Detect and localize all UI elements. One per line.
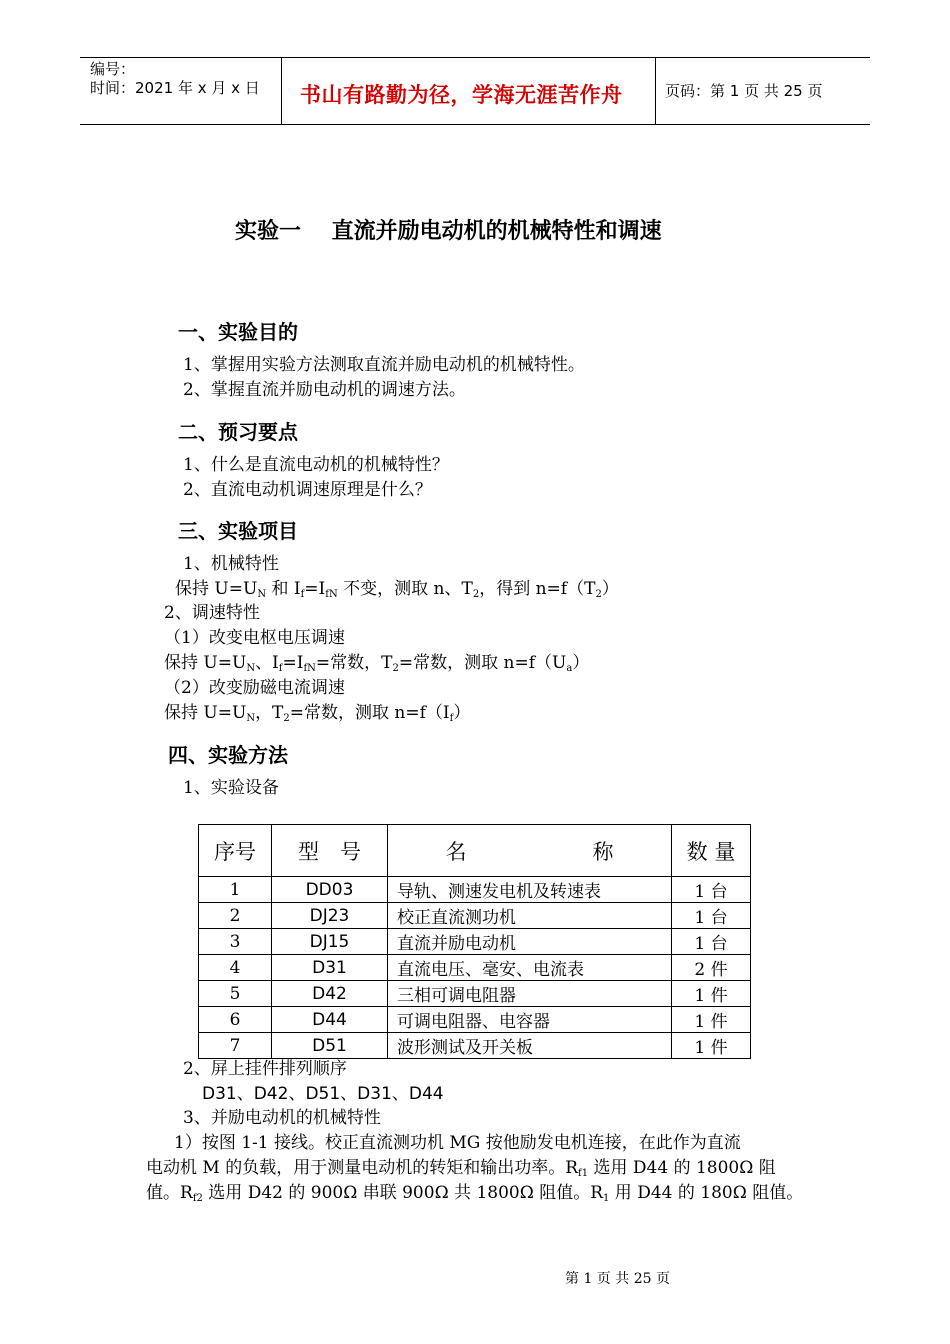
panel-order-line: D31、D42、D51、D31、D44 <box>202 1084 444 1104</box>
cell-quantity: 1 件 <box>672 981 751 1007</box>
doc-time-label: 时间：2021 年 x 月 x 日 <box>90 79 260 97</box>
cell-quantity: 2 件 <box>672 955 751 981</box>
section-heading: 三、实验项目 <box>178 519 298 543</box>
paragraph-line: 1）按图 1-1 接线。校正直流测功机 MG 按他励发电机连接，在此作为直流 <box>174 1133 741 1153</box>
cell-model: D44 <box>272 1007 388 1033</box>
cell-name: 直流电压、毫安、电流表 <box>388 955 672 981</box>
cell-quantity: 1 件 <box>672 1007 751 1033</box>
paragraph-line: 保持 $U=U_N$、$I_f=I_{fN}=$常数，$T_2=$常数，测取 $n=f(U_a)$ <box>164 653 590 674</box>
cell-name: 导轨、测速发电机及转速表 <box>388 877 672 903</box>
cell-model: DJ23 <box>272 903 388 929</box>
table-row <box>199 877 751 903</box>
section-heading: 一、实验目的 <box>178 320 298 344</box>
col-header-index: 序号 <box>199 825 272 877</box>
cell-index: 4 <box>199 955 272 981</box>
cell-quantity: 1 台 <box>672 903 751 929</box>
cell-name: 三相可调电阻器 <box>388 981 672 1007</box>
cell-model: DJ15 <box>272 929 388 955</box>
header-page-label: 页码：第 1 页 共 25 页 <box>665 82 823 100</box>
col-header-quantity: 数 量 <box>672 825 751 877</box>
equipment-table <box>198 824 751 1059</box>
table-row <box>199 981 751 1007</box>
paragraph-line: 保持 $U=U_N$ 和 $I_f=I_{fN}$ 不变，测取 n、$T_2$，得到 $n=f(T_2)$ <box>175 579 619 600</box>
list-item: 1、实验设备 <box>183 778 279 798</box>
table-header-row <box>199 825 751 877</box>
list-item: 1、掌握用实验方法测取直流并励电动机的机械特性。 <box>183 355 585 375</box>
table-row <box>199 1033 751 1059</box>
list-item: （1）改变电枢电压调速 <box>164 628 345 648</box>
cell-quantity: 1 台 <box>672 877 751 903</box>
cell-name: 校正直流测功机 <box>388 903 672 929</box>
header-motto: 书山有路勤为径，学海无涯苦作舟 <box>300 83 623 107</box>
page-footer: 第 1 页 共 25 页 <box>565 1271 670 1287</box>
cell-index: 3 <box>199 929 272 955</box>
table-row <box>199 929 751 955</box>
list-item: 2、调速特性 <box>164 603 260 623</box>
header-top-rule <box>80 57 870 58</box>
cell-name: 可调电阻器、电容器 <box>388 1007 672 1033</box>
paragraph-line: 保持 $U=U_N$，$T_2=$常数，测取 $n=f(I_f)$ <box>164 703 471 724</box>
document-title: 实验一 直流并励电动机的机械特性和调速 <box>235 219 662 244</box>
col-header-model: 型 号 <box>272 825 388 877</box>
header-divider-left <box>281 57 282 125</box>
cell-model: D42 <box>272 981 388 1007</box>
col-header-name: 名 称 <box>388 825 672 877</box>
section-heading: 四、实验方法 <box>168 743 288 767</box>
cell-name: 直流并励电动机 <box>388 929 672 955</box>
doc-number-label: 编号： <box>90 60 136 78</box>
cell-model: DD03 <box>272 877 388 903</box>
table-row <box>199 955 751 981</box>
list-item: 2、直流电动机调速原理是什么？ <box>183 480 432 500</box>
table-row <box>199 1007 751 1033</box>
list-item: 2、掌握直流并励电动机的调速方法。 <box>183 380 466 400</box>
list-item: （2）改变励磁电流调速 <box>164 678 345 698</box>
header-bottom-rule <box>80 124 870 125</box>
cell-model: D51 <box>272 1033 388 1059</box>
cell-index: 5 <box>199 981 272 1007</box>
cell-quantity: 1 件 <box>672 1033 751 1059</box>
paragraph-line: 电动机 M 的负载，用于测量电动机的转矩和输出功率。$R_{f1}$ 选用 D44 的 1800Ω 阻 <box>146 1158 776 1179</box>
header-divider-right <box>655 57 656 125</box>
cell-quantity: 1 台 <box>672 929 751 955</box>
list-item: 3、并励电动机的机械特性 <box>183 1108 381 1128</box>
cell-model: D31 <box>272 955 388 981</box>
list-item: 2、屏上挂件排列顺序 <box>183 1059 347 1079</box>
cell-name: 波形测试及开关板 <box>388 1033 672 1059</box>
table-row <box>199 903 751 929</box>
cell-index: 6 <box>199 1007 272 1033</box>
cell-index: 1 <box>199 877 272 903</box>
cell-index: 7 <box>199 1033 272 1059</box>
list-item: 1、什么是直流电动机的机械特性？ <box>183 455 449 475</box>
cell-index: 2 <box>199 903 272 929</box>
list-item: 1、机械特性 <box>183 554 279 574</box>
paragraph-line: 值。$R_{f2}$ 选用 D42 的 900Ω 串联 900Ω 共 1800Ω 阻值。$R_1$ 用 D44 的 180Ω 阻值。 <box>146 1183 804 1204</box>
section-heading: 二、预习要点 <box>178 420 298 444</box>
